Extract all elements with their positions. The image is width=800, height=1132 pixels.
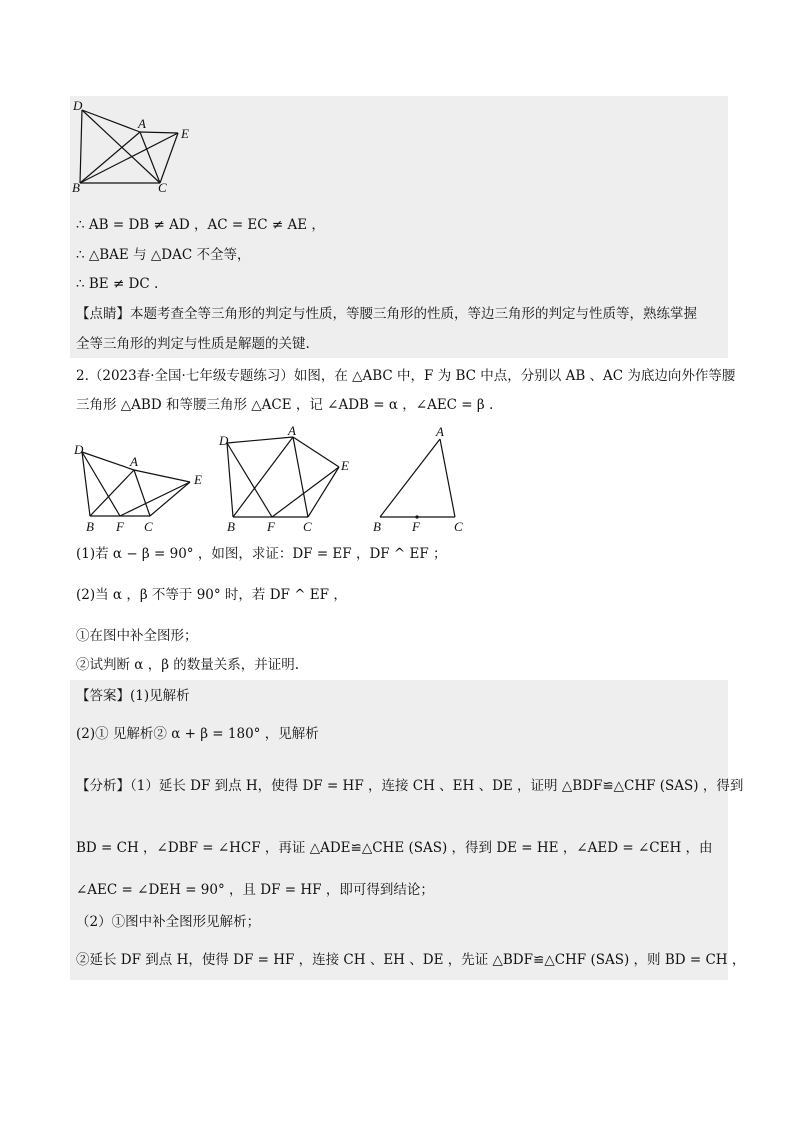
analysis-line-5: ②延长 DF 到点 H，使得 DF = HF ，连接 CH 、EH 、DE ，先证 △BDF≌△CHF (SAS) ，则 BD = CH ，: [76, 952, 746, 968]
label-f: F: [412, 519, 420, 534]
label-b: B: [227, 519, 235, 534]
problem-figure-3: [370, 425, 480, 535]
label-d: D: [74, 442, 84, 457]
label-c: C: [303, 519, 312, 534]
label-c: C: [158, 180, 167, 194]
question-2: (2)当 α ，β 不等于 90° 时，若 DF ^ EF ，: [76, 587, 347, 603]
label-e: E: [341, 458, 349, 473]
top-figure: [70, 98, 200, 194]
label-e: E: [181, 126, 189, 141]
analysis-line-4: （2）①图中补全图形见解析；: [76, 914, 261, 930]
label-e: E: [194, 472, 202, 487]
label-a: A: [288, 425, 296, 438]
problem-figure-1: [70, 440, 210, 535]
question-1: (1)若 α − β = 90° ，如图，求证：DF = EF ，DF ^ EF ；: [76, 546, 447, 562]
label-a: A: [138, 116, 146, 131]
comment-line-2: 全等三角形的判定与性质是解题的关键.: [76, 336, 310, 352]
analysis-line-1: 【分析】（1）延长 DF 到点 H，使得 DF = HF ，连接 CH 、EH 、DE ，证明 △BDF≌△CHF (SAS) ，得到: [76, 778, 744, 794]
label-b: B: [86, 519, 94, 534]
label-d: D: [73, 98, 83, 113]
label-b: B: [72, 180, 80, 194]
analysis-line-2: BD = CH ，∠DBF = ∠HCF ，再证 △ADE≌△CHE (SAS) ，得到 DE = HE ，∠AED = ∠CEH ，由: [76, 840, 713, 856]
question-2a: ①在图中补全图形；: [76, 628, 198, 644]
problem-line-1: 2.（2023春·全国·七年级专题练习）如图，在 △ABC 中，F 为 BC 中点，分别以 AB 、AC 为底边向外作等腰: [76, 368, 736, 384]
problem-line-2: 三角形 △ABD 和等腰三角形 △ACE ，记 ∠ADB = α ，∠AEC = β .: [76, 397, 494, 413]
label-a: A: [130, 454, 138, 469]
problem-figure-2: [215, 425, 355, 535]
label-d: D: [219, 433, 229, 448]
conclusion-line-3: ∴ BE ≠ DC .: [76, 276, 159, 292]
answer-line-1: 【答案】(1)见解析: [76, 688, 190, 704]
label-f: F: [116, 519, 124, 534]
label-f: F: [267, 519, 275, 534]
analysis-line-3: ∠AEC = ∠DEH = 90° ，且 DF = HF ，即可得到结论；: [76, 882, 434, 898]
conclusion-line-1: ∴ AB = DB ≠ AD ，AC = EC ≠ AE ，: [76, 217, 325, 233]
label-c: C: [454, 519, 463, 534]
label-c: C: [144, 519, 153, 534]
label-a: A: [436, 425, 444, 439]
conclusion-line-2: ∴ △BAE 与 △DAC 不全等，: [76, 247, 251, 263]
question-2b: ②试判断 α ，β 的数量关系，并证明.: [76, 657, 300, 673]
answer-line-2: (2)① 见解析② α + β = 180° ，见解析: [76, 726, 319, 742]
comment-line-1: 【点睛】本题考查全等三角形的判定与性质，等腰三角形的性质，等边三角形的判定与性质等，熟练掌握: [76, 306, 697, 322]
label-b: B: [373, 519, 381, 534]
